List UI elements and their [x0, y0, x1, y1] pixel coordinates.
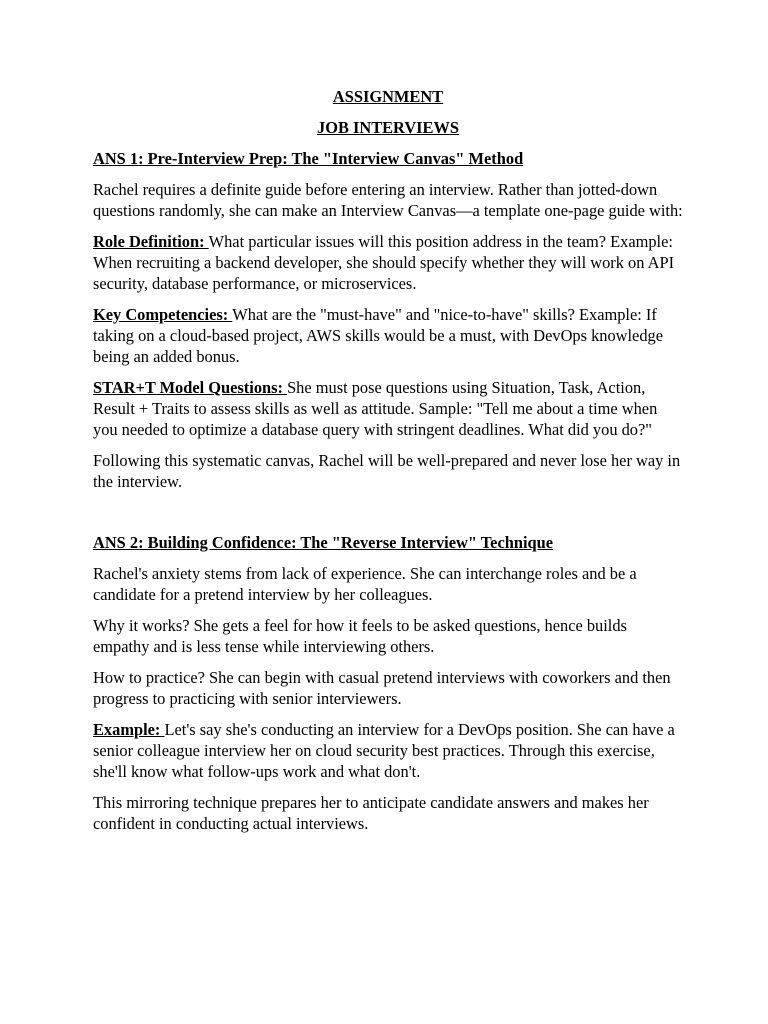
item-lead: Key Competencies: — [93, 305, 233, 324]
section1-heading: ANS 1: Pre-Interview Prep: The "Interview Canvas" Method — [93, 149, 524, 168]
item-text: What are the "must-have" and "nice-to-have" skills? Example: If taking on a cloud-based project, AWS skills would be a must, with DevOps knowledge being an added bonus. — [93, 305, 663, 366]
section2-paragraph-2: Why it works? She gets a feel for how it feels to be asked questions, hence builds empathy and is less tense while interviewing others. — [93, 616, 627, 656]
section1-item-role-definition — [93, 231, 683, 294]
item-lead: STAR+T Model Questions: — [93, 378, 288, 397]
section1-intro: Rachel requires a definite guide before entering an interview. Rather than jotted-down questions randomly, she can make an Interview Canvas—a template one-page guide with: — [93, 180, 683, 220]
section2-paragraph-3: How to practice? She can begin with casual pretend interviews with coworkers and then progress to practicing with senior interviewers. — [93, 668, 671, 708]
document-page — [93, 86, 683, 844]
section1-item-key-competencies — [93, 304, 683, 367]
document-title: ASSIGNMENT — [332, 87, 444, 106]
section2-example — [93, 719, 683, 782]
section-spacer — [93, 502, 683, 532]
document-subtitle: JOB INTERVIEWS — [317, 118, 459, 137]
section2-conclusion: This mirroring technique prepares her to anticipate candidate answers and makes her confident in conducting actual interviews. — [93, 793, 649, 833]
example-text: Let's say she's conducting an interview for a DevOps position. She can have a senior colleague interview her on cloud security best practices. Through this exercise, she'll know what follow-ups work and what don't. — [93, 720, 675, 781]
section2-paragraph-1: Rachel's anxiety stems from lack of experience. She can interchange roles and be a candidate for a pretend interview by her colleagues. — [93, 564, 637, 604]
item-lead: Role Definition: — [93, 232, 209, 251]
item-text: What particular issues will this position address in the team? Example: When recruiting a backend developer, she should specify whether they will work on API security, database performance, or microservices. — [93, 232, 675, 293]
section1-item-star-t-model — [93, 377, 683, 440]
section2-heading: ANS 2: Building Confidence: The "Reverse Interview" Technique — [93, 533, 554, 552]
item-text: She must pose questions using Situation, Task, Action, Result + Traits to assess skills as well as attitude. Sample: "Tell me about a time when you needed to optimize a database query with stringent deadlines. What did you do?" — [93, 378, 658, 439]
section1-conclusion: Following this systematic canvas, Rachel will be well-prepared and never lose her way in the interview. — [93, 451, 681, 491]
example-lead: Example: — [93, 720, 165, 739]
